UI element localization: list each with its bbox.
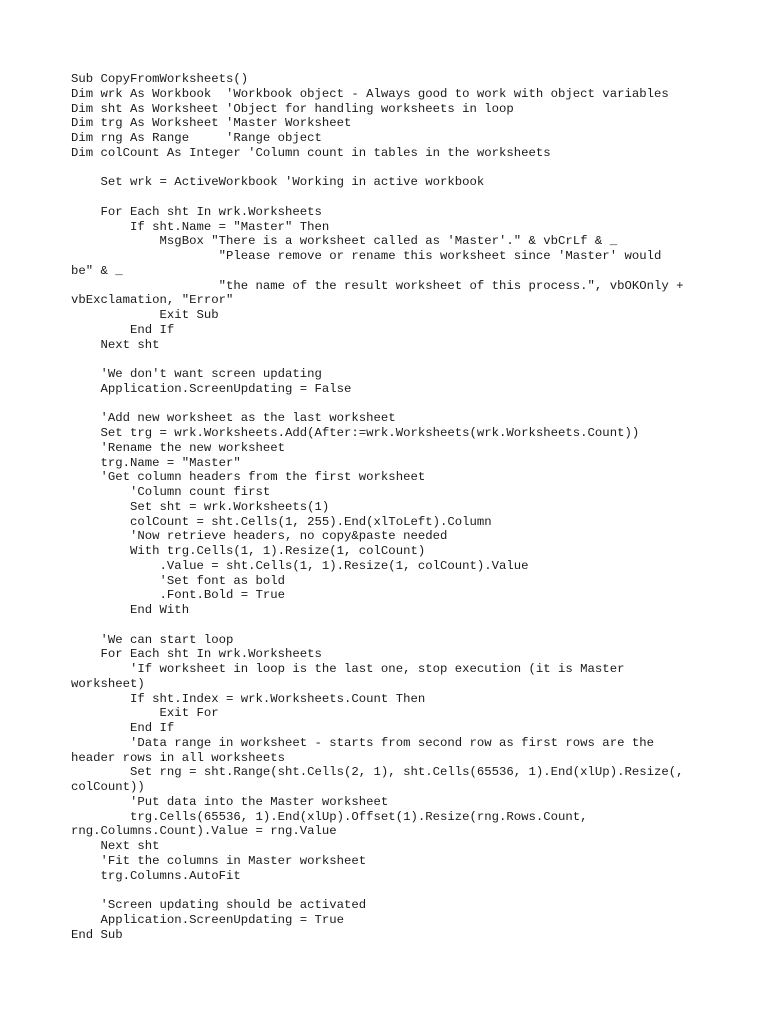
code-line: Next sht: [71, 337, 160, 352]
code-line: End Sub: [71, 927, 123, 942]
code-line: Next sht: [71, 839, 160, 853]
code-line: 'We don't want screen updating: [71, 367, 322, 381]
code-line: 'Rename the new worksheet: [71, 440, 286, 455]
code-line: Set trg = wrk.Worksheets.Add(After:=wrk.Worksheets(wrk.Worksheets.Count)): [71, 426, 640, 440]
code-line: [71, 161, 711, 176]
code-line: [71, 618, 711, 633]
code-line: header rows in all worksheets: [71, 750, 286, 765]
code-line: trg.Columns.AutoFit: [71, 868, 241, 883]
code-line: Set rng = sht.Range(sht.Cells(2, 1), sht.Cells(65536, 1).End(xlUp).Resize(,: [71, 765, 684, 780]
code-line: 'Now retrieve headers, no copy&paste needed: [71, 529, 448, 544]
code-line: Set wrk = ActiveWorkbook 'Working in active workbook: [71, 175, 485, 190]
code-line: End If: [71, 721, 175, 735]
code-line: vbExclamation, "Error": [71, 293, 234, 308]
code-line: 'If worksheet in loop is the last one, stop execution (it is Master: [71, 662, 625, 676]
code-line: 'Put data into the Master worksheet: [71, 794, 389, 809]
code-line: Sub CopyFromWorksheets(): [71, 72, 249, 86]
code-line: For Each sht In wrk.Worksheets: [71, 647, 322, 662]
code-line: Set sht = wrk.Worksheets(1): [71, 499, 330, 514]
code-line: Dim trg As Worksheet 'Master Worksheet: [71, 116, 352, 131]
code-line: [71, 883, 711, 898]
code-line: 'Screen updating should be activated: [71, 898, 367, 912]
code-line: End With: [71, 603, 190, 617]
code-line: 'Get column headers from the first worksheet: [71, 470, 426, 485]
code-line: With trg.Cells(1, 1).Resize(1, colCount): [71, 544, 426, 558]
code-line: trg.Name = "Master": [71, 455, 241, 470]
code-line: End If: [71, 322, 175, 337]
code-line: 'We can start loop: [71, 632, 234, 647]
code-line: colCount)): [71, 780, 145, 794]
code-line: .Font.Bold = True: [71, 588, 286, 603]
code-line: Exit For: [71, 706, 219, 721]
code-line: colCount = sht.Cells(1, 255).End(xlToLeft).Column: [71, 514, 492, 529]
code-line: [71, 352, 711, 367]
code-line: If sht.Index = wrk.Worksheets.Count Then: [71, 691, 426, 706]
code-line: 'Set font as bold: [71, 573, 286, 588]
code-line: Dim sht As Worksheet 'Object for handling worksheets in loop: [71, 101, 514, 116]
code-line: Application.ScreenUpdating = False: [71, 381, 352, 396]
code-line: If sht.Name = "Master" Then: [71, 219, 330, 234]
code-line: 'Add new worksheet as the last worksheet: [71, 411, 396, 426]
code-line: "the name of the result worksheet of this process.", vbOKOnly +: [71, 278, 684, 293]
code-line: .Value = sht.Cells(1, 1).Resize(1, colCount).Value: [71, 558, 529, 573]
code-line: 'Data range in worksheet - starts from second row as first rows are the: [71, 735, 654, 750]
code-line: be" & _: [71, 263, 123, 278]
code-line: worksheet): [71, 676, 145, 691]
code-line: Application.ScreenUpdating = True: [71, 912, 345, 927]
code-line: For Each sht In wrk.Worksheets: [71, 204, 322, 219]
code-line: [71, 190, 711, 205]
code-line: 'Column count first: [71, 485, 271, 499]
code-line: trg.Cells(65536, 1).End(xlUp).Offset(1).Resize(rng.Rows.Count,: [71, 809, 588, 824]
code-line: Exit Sub: [71, 308, 219, 322]
code-line: MsgBox "There is a worksheet called as 'Master'." & vbCrLf & _: [71, 234, 618, 249]
code-line: Dim colCount As Integer 'Column count in tables in the worksheets: [71, 145, 551, 160]
code-line: [71, 397, 711, 412]
code-line: Dim rng As Range 'Range object: [71, 131, 322, 145]
code-line: Dim wrk As Workbook 'Workbook object - Always good to work with object variables: [71, 86, 669, 101]
vba-code-listing: [71, 72, 711, 942]
code-line: 'Fit the columns in Master worksheet: [71, 853, 367, 868]
code-line: "Please remove or rename this worksheet since 'Master' would: [71, 249, 662, 263]
code-line: rng.Columns.Count).Value = rng.Value: [71, 824, 337, 839]
